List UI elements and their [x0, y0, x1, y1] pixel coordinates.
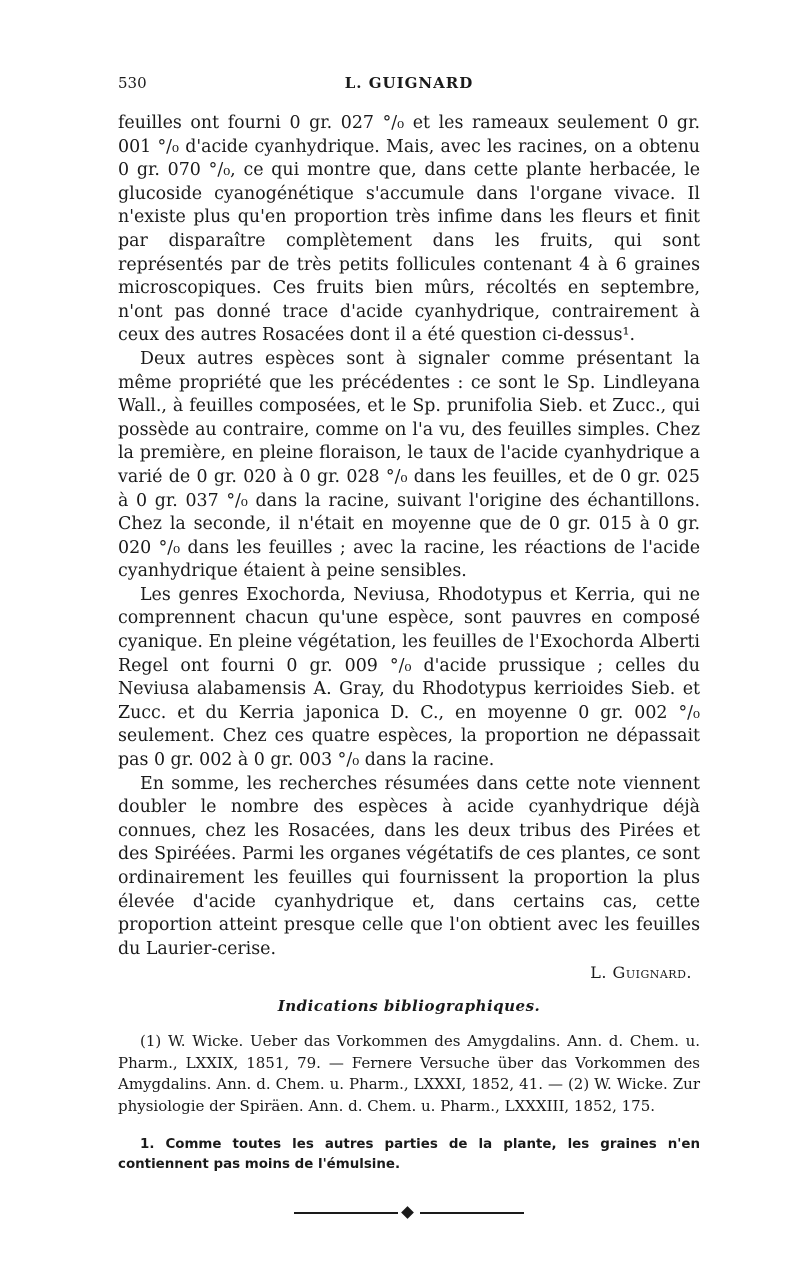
- ornament-rule-right: [420, 1212, 524, 1214]
- diamond-icon: [401, 1207, 414, 1220]
- bibliography-title: Indications bibliographiques.: [277, 997, 541, 1016]
- end-ornament: [294, 1207, 524, 1219]
- article-body: [118, 112, 700, 1219]
- paragraph-lindleyana: Deux autres espèces sont à signaler comme présentant la même propriété que les précédentes : ce sont le Sp. Lindleyana Wall., à feuilles composées, et le Sp. prunifolia Sieb. et Zucc., qui possède au contraire, comme on l'a vu, des feuilles simples. Chez la première, en pleine floraison, le taux de l'acide cyanhydrique a varié de 0 gr. 020 à 0 gr. 028 °/₀ dans les feuilles, et de 0 gr. 025 à 0 gr. 037 °/₀ dans la racine, suivant l'origine des échantillons. Chez la seconde, il n'était en moyenne que de 0 gr. 015 à 0 gr. 020 °/₀ dans les feuilles ; avec la racine, les réactions de l'acide cyanhydrique étaient à peine sensibles.: [118, 348, 700, 582]
- paragraph-genres: Les genres Exochorda, Neviusa, Rhodotypus et Kerria, qui ne comprennent chacun qu'une espèce, sont pauvres en composé cyanique. En pleine végétation, les feuilles de l'Exochorda Alberti Regel ont fourni 0 gr. 009 °/₀ d'acide prussique ; celles du Neviusa alabamensis A. Gray, du Rhodotypus kerrioides Sieb. et Zucc. et du Kerria japonica D. C., en moyenne 0 gr. 002 °/₀ seulement. Chez ces quatre espèces, la proportion ne dépassait pas 0 gr. 002 à 0 gr. 003 °/₀ dans la racine.: [118, 584, 700, 771]
- footnote: 1. Comme toutes les autres parties de la plante, les graines n'en contiennent pas moins de l'émulsine.: [118, 1137, 700, 1173]
- page-header: [118, 74, 700, 98]
- running-head: L. GUIGNARD: [344, 74, 474, 92]
- paragraph-continued: feuilles ont fourni 0 gr. 027 °/₀ et les rameaux seulement 0 gr. 001 °/₀ d'acide cyanhydrique. Mais, avec les racines, on a obtenu 0 gr. 070 °/₀, ce qui montre que, dans cette plante herbacée, le glucoside cyanogénétique s'accumule dans l'organe vivace. Il n'existe plus qu'en proportion très infime dans les fleurs et finit par disparaître complètement dans les fruits, qui sont représentés par de très petits follicules contenant 4 à 6 graines microscopiques. Ces fruits bien mûrs, récoltés en septembre, n'ont pas donné trace d'acide cyanhydrique, contrairement à ceux des autres Rosacées dont il a été question ci-dessus¹.: [118, 113, 700, 346]
- author-signature: L. Guignard.: [590, 963, 692, 983]
- page-number: 530: [118, 74, 147, 92]
- paragraph-conclusion: En somme, les recherches résumées dans cette note viennent doubler le nombre des espèces à acide cyanhydrique déjà connues, chez les Rosacées, dans les deux tribus des Pirées et des Spiréées. Parmi les organes végétatifs de ces plantes, ce sont ordinairement les feuilles qui fournissent la proportion la plus élevée d'acide cyanhydrique et, dans certains cas, cette proportion atteint presque celle que l'on obtient avec les feuilles du Laurier-cerise.: [118, 773, 700, 959]
- bibliography-text: (1) W. Wicke. Ueber das Vorkommen des Amygdalins. Ann. d. Chem. u. Pharm., LXXIX, 1851, 79. — Fernere Versuche über das Vorkommen des Amygdalins. Ann. d. Chem. u. Pharm., LXXXI, 1852, 41. — (2) W. Wicke. Zur physiologie der Spiräen. Ann. d. Chem. u. Pharm., LXXXIII, 1852, 175.: [118, 1032, 700, 1115]
- ornament-rule-left: [294, 1212, 398, 1214]
